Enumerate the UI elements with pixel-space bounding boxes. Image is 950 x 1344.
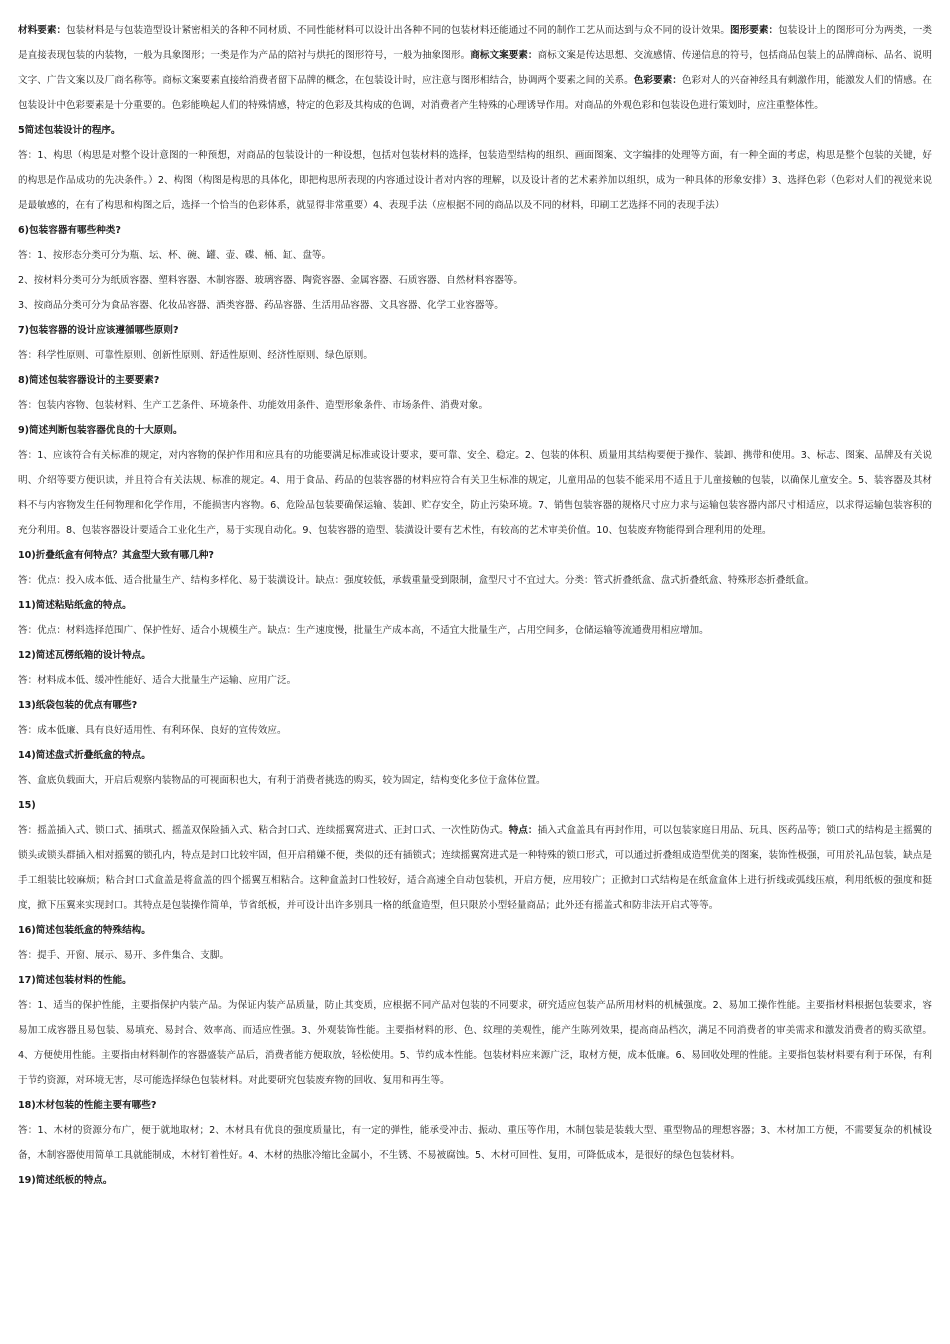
answer-18: 答：1、木材的资源分布广，便于就地取材；2、木材具有优良的强度质量比，有一定的弹性，能承受冲击、振动、重压等作用，木制包装是装载大型、重型物品的理想容器；3、木材加工方便，不需要复杂的机械设备，木制容器使用简单工具就能制成，木材钉着性好。4、木材的热胀冷缩比金属小，不生锈、不易被腐蚀。5、木材可回性、复用，可降低成本，是很好的绿色包装材料。: [18, 1125, 932, 1161]
question-13: 13)纸袋包装的优点有哪些?: [18, 700, 138, 711]
answer-12: 答：材料成本低、缓冲性能好、适合大批量生产运输、应用广泛。: [18, 675, 297, 686]
brand-label: 商标文案要素：: [470, 50, 538, 61]
question-9: 9)简述判断包装容器优良的十大原则。: [18, 425, 183, 436]
answer-15-types: 答：摇盖插入式、锁口式、插琪式、摇盖双保险插入式、粘合封口式、连续摇翼窝进式、正封口式、一次性防伪式。: [18, 825, 509, 836]
question-14: 14)简述盘式折叠纸盒的特点。: [18, 750, 151, 761]
answer-8: 答：包装内容物、包装材料、生产工艺条件、环境条件、功能效用条件、造型形象条件、市场条件、消费对象。: [18, 400, 489, 411]
answer-6-line-2: 2、按材料分类可分为纸质容器、塑料容器、木制容器、玻璃容器、陶瓷容器、金属容器、石质容器、自然材料容器等。: [18, 275, 523, 286]
color-text: 色彩对人的兴奋神经具有刺激作用，能激发人们的情感。在包装设计中色彩要素是十分重要的。色彩能唤起人们的特殊情感，特定的色彩及其构成的色调，对消费者产生特殊的心理诱导作用。对商品的外观色彩和包装设色进行策划时，应注重整体性。: [18, 75, 933, 111]
question-17: 17)简述包装材料的性能。: [18, 975, 132, 986]
question-6: 6)包装容器有哪些种类?: [18, 225, 121, 236]
answer-13: 答：成本低廉、具有良好适用性、有利环保、良好的宣传效应。: [18, 725, 287, 736]
graphic-label: 图形要素：: [729, 25, 779, 36]
answer-5: 答：1、构思（构思是对整个设计意图的一种预想，对商品的包装设计的一种设想，包括对包装材料的选择，包装造型结构的组织、画面图案、文字编排的处理等方面，有一种全面的考虑，构思是整个包装的关键，好的构思是作品成功的先决条件。）2、构图（构图是构思的具体化，即把构思所表现的内容通过设计者对内容的理解，以及设计者的艺术素养加以组织，成为一种具体的形象安排）3、选择色彩（色彩对人们的视觉来说是最敏感的，在有了构思和构图之后，选择一个恰当的色彩体系，就显得非常重要）4、表现手法（应根据不同的商品以及不同的材料，印刷工艺选择不同的表现手法）: [18, 150, 932, 211]
question-19: 19)简述纸板的特点。: [18, 1175, 113, 1186]
answer-15-feature-label: 特点：: [508, 825, 538, 836]
question-16: 16)简述包装纸盒的特殊结构。: [18, 925, 151, 936]
answer-6-line-3: 3、按商品分类可分为食品容器、化妆品容器、酒类容器、药品容器、生活用品容器、文具容器、化学工业容器等。: [18, 300, 504, 311]
brand-text: 商标文案是传达思想、交流感情、传递信息的符号，包括商品包装上的品牌商标、品名、说明文字、广告文案以及厂商名称等。商标文案要素直接给消费者留下品牌的概念，在包装设计时，应注意与图形相结合，协调两个要素之间的关系。: [18, 50, 933, 86]
answer-11: 答：优点：材料选择范围广、保护性好、适合小规模生产。缺点：生产速度慢，批量生产成本高，不适宜大批量生产，占用空间多，仓储运输等流通费用相应增加。: [18, 625, 709, 636]
material-text: 包装材料是与包装造型设计紧密相关的各种不同材质、不同性能材料可以设计出各种不同的包装材料还能通过不同的制作工艺从而达到与众不同的设计效果。: [66, 25, 730, 36]
question-8: 8)简述包装容器设计的主要要素?: [18, 375, 160, 386]
graphic-text: 包装设计上的图形可分为两类，一类是直接表现包装的内装物，一般为具象图形；一类是作为产品的陪衬与烘托的图形符号，一般为抽象图形。: [18, 25, 933, 61]
question-5: 5简述包装设计的程序。: [18, 125, 121, 136]
question-12: 12)简述瓦楞纸箱的设计特点。: [18, 650, 151, 661]
question-11: 11)简述粘贴纸盒的特点。: [18, 600, 132, 611]
intro-paragraph: [18, 18, 932, 118]
answer-9: 答：1、应该符合有关标准的规定，对内容物的保护作用和应具有的功能要满足标准或设计要求，要可靠、安全、稳定。2、包装的体积、质量用其结构要便于操作、装卸、携带和使用。3、标志、图案、品牌及有关说明、介绍等要方便识读，并且符合有关法规、标准的规定。4、用于食品、药品的包装容器的材料应符合有关卫生标准的规定，儿童用品的包装不能采用不适且于儿童接触的包装，以确保儿童安全。5、装容器及其材料不与内容物发生任何物理和化学作用，不能损害内容物。6、危险品包装要确保运输、装卸、贮存安全，防止污染环境。7、销售包装容器的规格尺寸应力求与运输包装容器内部尺寸相适应，以求得运输包装容积的充分利用。8、包装容器设计要适合工业化生产，易于实现自动化。9、包装容器的造型、装潢设计要有艺术性，有较高的艺术审美价值。10、包装废弃物能得到合理利用的处理。: [18, 450, 932, 536]
answer-10: 答：优点：投入成本低、适合批量生产、结构多样化、易于装潢设计。缺点：强度较低，承载重量受到限制，盒型尺寸不宜过大。分类：管式折叠纸盒、盘式折叠纸盒、特殊形态折叠纸盒。: [18, 575, 815, 586]
answer-16: 答：提手、开窗、展示、易开、多件集合、支脚。: [18, 950, 230, 961]
answer-15: [18, 818, 932, 918]
question-18: 18)木材包装的性能主要有哪些?: [18, 1100, 157, 1111]
answer-7: 答：科学性原则、可靠性原则、创新性原则、舒适性原则、经济性原则、绿色原则。: [18, 350, 373, 361]
question-7: 7)包装容器的设计应该遵循哪些原则?: [18, 325, 179, 336]
answer-17: 答：1、适当的保护性能，主要指保护内装产品。为保证内装产品质量，防止其变质，应根据不同产品对包装的不同要求，研究适应包装产品所用材料的机械强度。2、易加工操作性能。主要指材料根据包装要求，容易加工成容器且易包装、易填充、易封合、效率高、而适应性强。3、外观装饰性能。主要指材料的形、色、纹理的美观性，能产生陈列效果，提高商品档次，满足不同消费者的审美需求和激发消费者的购买欲望。4、方便使用性能。主要指由材料制作的容器盛装产品后，消费者能方便取放，轻松使用。5、节约成本性能。包装材料应来源广泛，取材方便，成本低廉。6、易回收处理的性能。主要指包装材料要有利于环保，有利于节约资源，对环境无害，尽可能选择绿色包装材料。对此要研究包装废弃物的回收、复用和再生等。: [18, 1000, 932, 1086]
question-10: 10)折叠纸盒有何特点？其盒型大致有哪几种?: [18, 550, 214, 561]
answer-15-features: 插入式盒盖具有再封作用，可以包装家庭日用品、玩具、医药品等；锁口式的结构是主摇翼的锁头或锁头群插入相对摇翼的锁孔内，特点是封口比较牢固，但开启稍嫌不便，类似的还有插锁式；连续摇翼窝进式是一种特殊的锁口形式，可以通过折叠组成造型优美的图案，装饰性极强，可用於礼品包装，缺点是手工组装比较麻烦；粘合封口式盒盖是将盒盖的四个摇翼互相粘合。这种盒盖封口性较好，适合高速全自动包装机，开启方便，应用较广；正掀封口式结构是在纸盒盒体上进行折线或弧线压痕，利用纸板的强度和挺度，掀下压翼来实现封口。其特点是包装操作简单，节省纸板，并可设计出许多别具一格的纸盒造型，但只限於小型轻量商品；此外还有摇盖式和防非法开启式等等。: [18, 825, 933, 911]
answer-6-line-1: 答：1、按形态分类可分为瓶、坛、杯、碗、罐、壶、碟、桶、缸、盘等。: [18, 250, 332, 261]
question-15: 15): [18, 800, 36, 811]
material-label: 材料要素：: [18, 25, 67, 36]
color-label: 色彩要素：: [633, 75, 682, 86]
answer-14: 答、盒底负载面大，开启后观察内装物品的可视面积也大，有利于消费者挑选的购买，较为固定，结构变化多位于盒体位置。: [18, 775, 546, 786]
